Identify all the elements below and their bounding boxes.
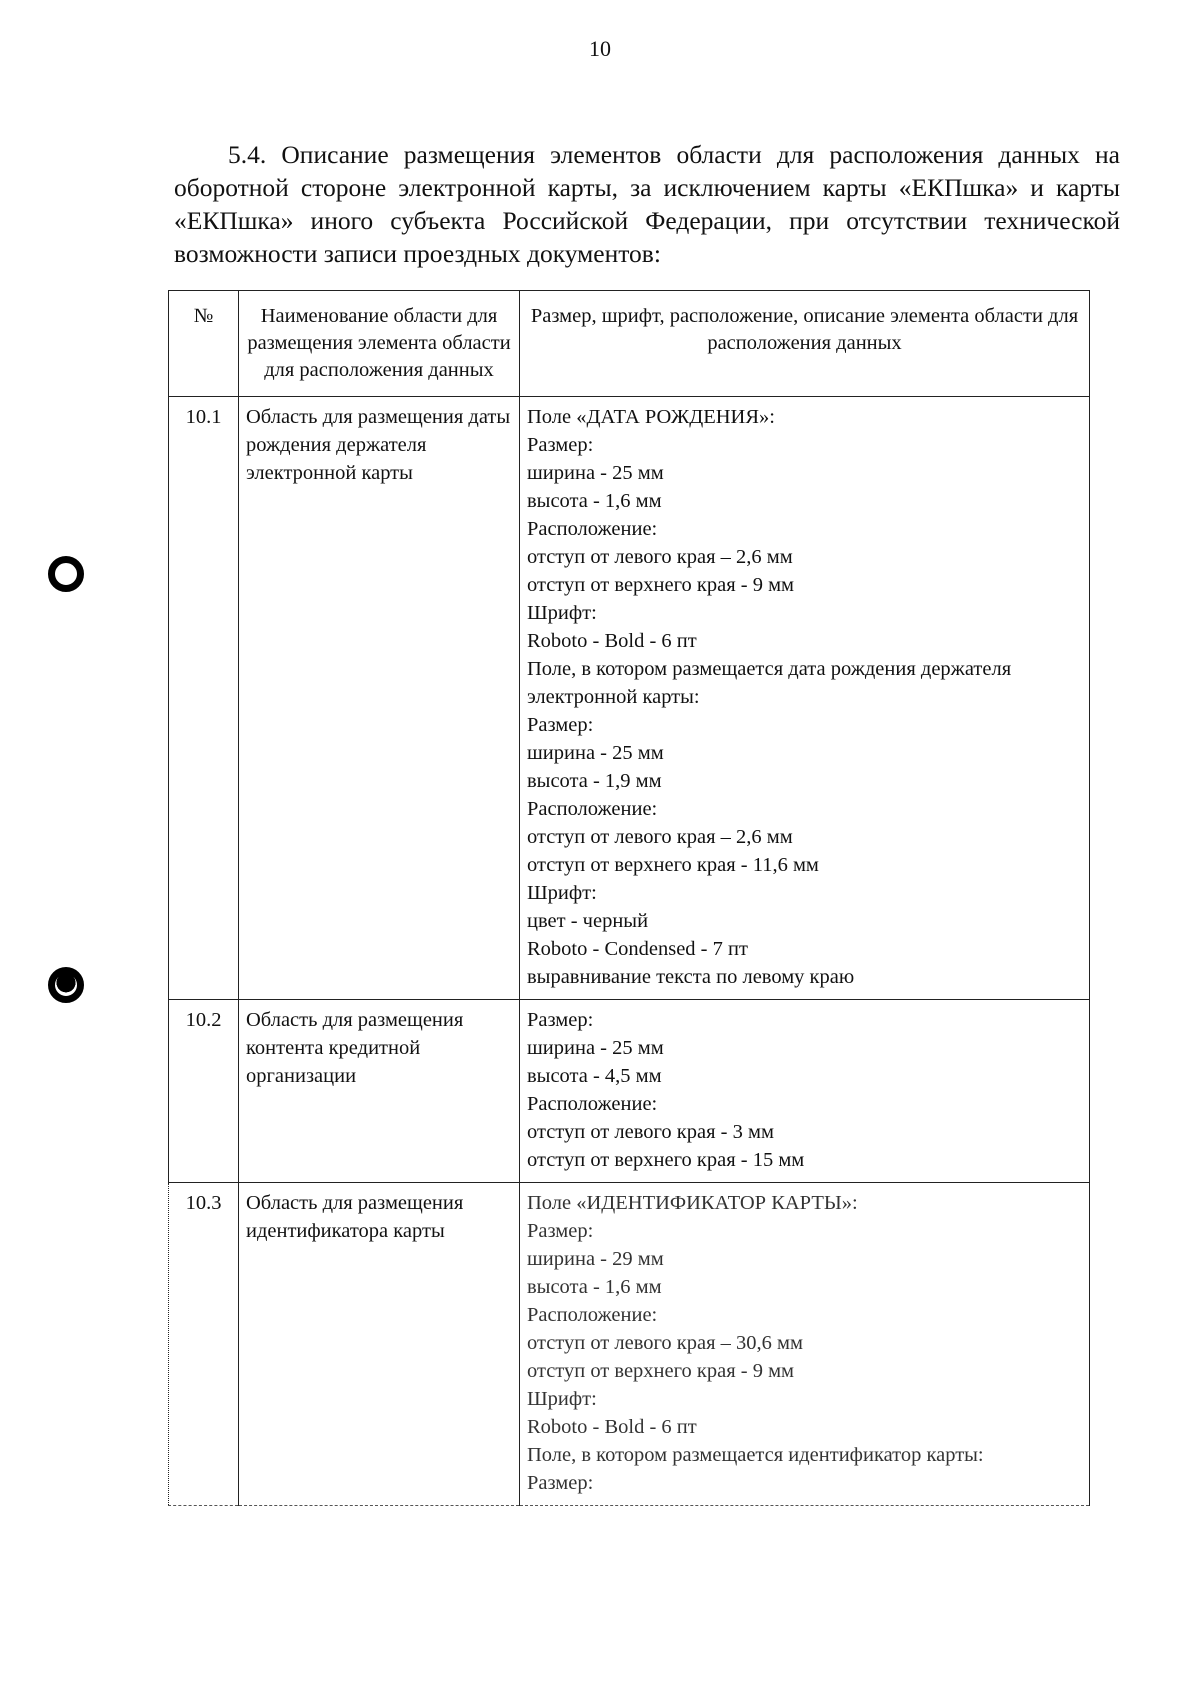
binder-hole-icon [48,967,84,1003]
description-line: Roboto - Bold - 6 пт [527,1416,697,1438]
header-description: Размер, шрифт, расположение, описание элемента области для расположения данных [520,291,1090,397]
row-description [520,1000,1090,1183]
row-area-name: Область для размещения контента кредитной организации [239,1000,520,1183]
description-line: Шрифт: [527,1388,597,1410]
description-line: отступ от левого края – 2,6 мм [527,826,793,848]
row-description [520,397,1090,1000]
description-line: отступ от верхнего края - 9 мм [527,1360,795,1382]
row-number: 10.2 [169,1000,239,1183]
description-line: высота - 1,6 мм [527,490,662,512]
description-line: Roboto - Bold - 6 пт [527,630,697,652]
table-row [169,1183,1090,1506]
description-line: ширина - 25 мм [527,462,664,484]
description-line: Поле «ДАТА РОЖДЕНИЯ»: [527,406,775,428]
description-line: высота - 4,5 мм [527,1065,662,1087]
description-line: Расположение: [527,518,658,540]
description-line: ширина - 29 мм [527,1248,664,1270]
description-line: Размер: [527,434,594,456]
description-line: Расположение: [527,1304,658,1326]
description-line: отступ от верхнего края - 9 мм [527,574,795,596]
description-line: ширина - 25 мм [527,1037,664,1059]
row-area-name: Область для размещения идентификатора карты [239,1183,520,1506]
description-line: Поле, в котором размещается дата рождения держателя электронной карты: [527,658,1012,708]
description-line: Поле, в котором размещается идентификатор карты: [527,1444,984,1466]
page-number: 10 [589,36,611,61]
description-line: Размер: [527,1220,594,1242]
description-line: Размер: [527,1009,594,1031]
row-number: 10.1 [169,397,239,1000]
description-line: цвет - черный [527,910,649,932]
header-area-name: Наименование области для размещения элемента области для расположения данных [239,291,520,397]
binder-hole-icon [48,556,84,592]
row-area-name: Область для размещения даты рождения держателя электронной карты [239,397,520,1000]
row-description [520,1183,1090,1506]
description-line: Расположение: [527,1093,658,1115]
description-line: ширина - 25 мм [527,742,664,764]
table-row [169,397,1090,1000]
description-line: Расположение: [527,798,658,820]
description-line: Шрифт: [527,882,597,904]
description-line: Размер: [527,714,594,736]
table-row [169,1000,1090,1183]
description-line: Поле «ИДЕНТИФИКАТОР КАРТЫ»: [527,1192,858,1214]
description-line: Размер: [527,1472,594,1494]
description-line: отступ от верхнего края - 15 мм [527,1149,805,1171]
spec-table [168,290,1090,1506]
header-number: № [169,291,239,397]
row-number: 10.3 [169,1183,239,1506]
table-header-row [169,291,1090,397]
description-line: Roboto - Condensed - 7 пт [527,938,748,960]
description-line: отступ от левого края - 3 мм [527,1121,774,1143]
description-line: выравнивание текста по левому краю [527,966,855,988]
description-line: высота - 1,9 мм [527,770,662,792]
description-line: Шрифт: [527,602,597,624]
section-heading: 5.4. Описание размещения элементов области для расположения данных на оборотной стороне электронной карты, за исключением карты «ЕКПшка» и карты «ЕКПшка» иного субъекта Российской Федерации, при отсутствии технической возможности записи проездных документов: [174,140,1120,268]
description-line: отступ от левого края – 2,6 мм [527,546,793,568]
description-line: высота - 1,6 мм [527,1276,662,1298]
description-line: отступ от левого края – 30,6 мм [527,1332,803,1354]
description-line: отступ от верхнего края - 11,6 мм [527,854,819,876]
